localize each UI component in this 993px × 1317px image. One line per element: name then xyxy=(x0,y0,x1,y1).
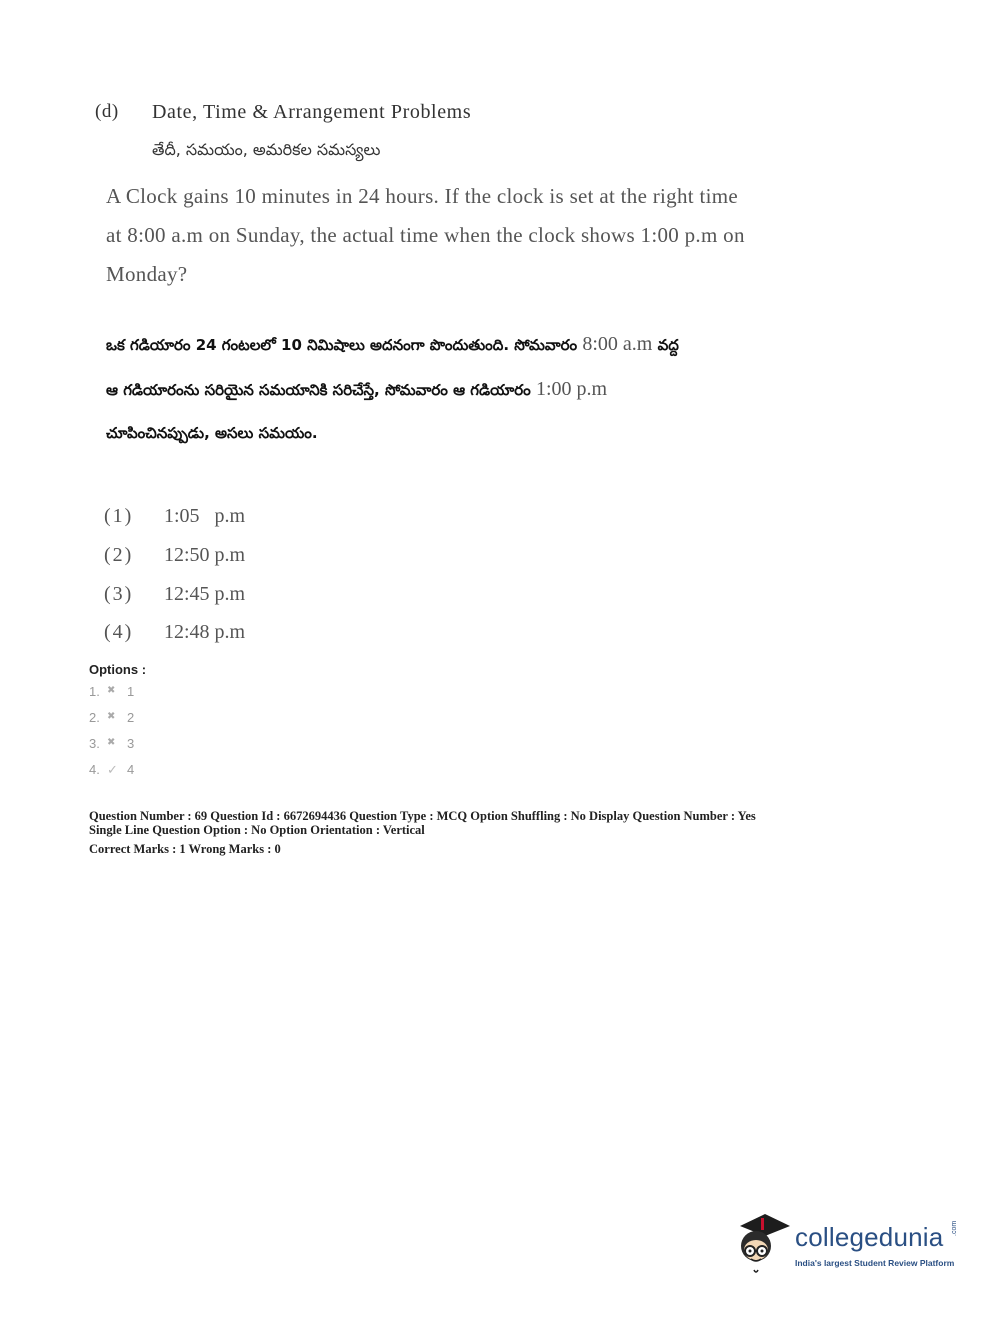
section-title: Date, Time & Arrangement Problems xyxy=(152,101,472,123)
choice-number: (1) xyxy=(104,505,134,527)
choice-2 xyxy=(104,544,245,567)
choice-value: 1:05 p.m xyxy=(164,505,246,527)
option-value: 1 xyxy=(127,684,135,699)
checkmark-icon: ✓ xyxy=(107,762,118,777)
time-value: 8:00 a.m xyxy=(582,333,653,355)
question-telugu-line-2 xyxy=(106,378,607,403)
cross-icon: ✖ xyxy=(107,711,116,722)
telugu-text: ఒక గడియారం 24 గంటలలో 10 నిమిషాలు అదనంగా పొందుతుంది. సోమవారం xyxy=(106,336,583,354)
choice-4 xyxy=(104,621,245,644)
option-value: 3 xyxy=(127,736,135,751)
choice-value: 12:48 p.m xyxy=(164,621,246,643)
option-index: 4. xyxy=(89,762,100,777)
question-meta-line-3: Correct Marks : 1 Wrong Marks : 0 xyxy=(89,842,281,856)
question-text-line-3: Monday? xyxy=(106,262,188,286)
section-label: (d) xyxy=(95,101,119,122)
choice-value: 12:50 p.m xyxy=(164,544,246,566)
choice-value: 12:45 p.m xyxy=(164,583,246,605)
question-telugu-line-1 xyxy=(106,333,679,358)
option-value: 2 xyxy=(127,710,135,725)
question-meta-line-2: Single Line Question Option : No Option Orientation : Vertical xyxy=(89,823,425,837)
option-row-3 xyxy=(89,736,134,751)
option-row-4 xyxy=(89,762,134,778)
logo-tagline: India's largest Student Review Platform xyxy=(795,1258,955,1268)
collegedunia-mascot-icon xyxy=(734,1208,796,1280)
choice-number: (2) xyxy=(104,544,134,566)
logo-suffix: .com xyxy=(951,1220,958,1236)
cross-icon: ✖ xyxy=(107,685,116,696)
telugu-text: వద్ద xyxy=(652,336,679,354)
option-value: 4 xyxy=(127,762,135,777)
option-index: 1. xyxy=(89,684,100,699)
choice-number: (3) xyxy=(104,583,134,605)
question-meta-line-1: Question Number : 69 Question Id : 6672694436 Question Type : MCQ Option Shuffling : No Display Question Number : Yes xyxy=(89,809,756,823)
option-index: 3. xyxy=(89,736,100,751)
question-telugu-line-3: చూపించినప్పుడు, అసలు సమయం. xyxy=(106,424,318,442)
cross-icon: ✖ xyxy=(107,737,116,748)
choice-3 xyxy=(104,583,245,606)
section-title-telugu: తేదీ, సమయం, అమరికల సమస్యలు xyxy=(152,140,381,159)
option-row-1 xyxy=(89,684,134,699)
time-value: 1:00 p.m xyxy=(535,378,608,400)
option-row-2 xyxy=(89,710,134,725)
question-text-line-2: at 8:00 a.m on Sunday, the actual time when the clock shows 1:00 p.m on xyxy=(106,223,745,247)
choice-number: (4) xyxy=(104,621,134,643)
logo-name: collegedunia xyxy=(795,1222,944,1252)
choice-1 xyxy=(104,505,245,528)
option-index: 2. xyxy=(89,710,100,725)
options-title: Options : xyxy=(89,662,147,677)
question-text-line-1: A Clock gains 10 minutes in 24 hours. If the clock is set at the right time xyxy=(106,184,738,208)
telugu-text: ఆ గడియారంను సరియైన సమయానికి సరిచేస్తే, సోమవారం ఆ గడియారం xyxy=(106,381,536,399)
